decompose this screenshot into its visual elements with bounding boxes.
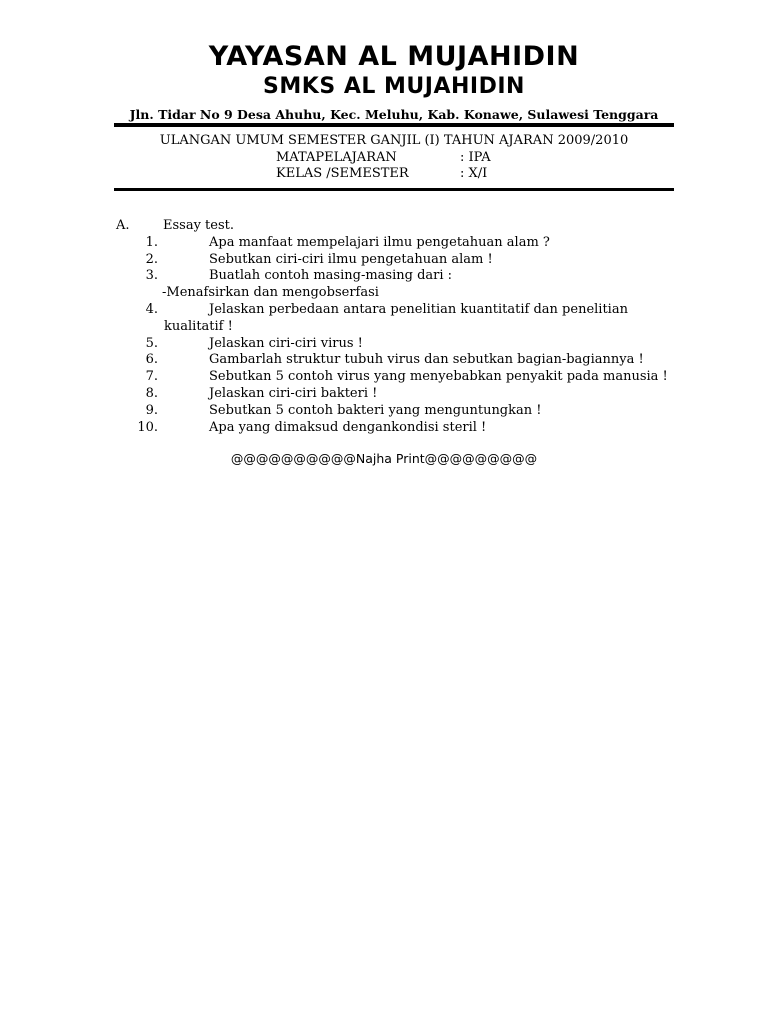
question-text: Gambarlah struktur tubuh virus dan sebutkan bagian-bagiannya ! (209, 352, 644, 368)
school-name: SMKS AL MUJAHIDIN (263, 74, 525, 99)
question-number: 4. (145, 301, 158, 317)
foundation-name: YAYASAN AL MUJAHIDIN (208, 41, 580, 72)
exam-title: ULANGAN UMUM SEMESTER GANJIL (I) TAHUN AJARAN 2009/2010 (159, 133, 629, 148)
question-text: Sebutkan 5 contoh virus yang menyebabkan penyakit pada manusia ! (209, 369, 668, 385)
question-number: 9. (145, 402, 158, 418)
question-text: Apa yang dimaksud dengankondisi steril ! (209, 419, 487, 435)
question-number: 2. (145, 251, 158, 267)
question-text: Apa manfaat mempelajari ilmu pengetahuan alam ? (209, 234, 550, 250)
subject-label: MATAPELAJARAN (276, 149, 397, 165)
question-item (0, 302, 768, 319)
class-value: : X/I (460, 166, 488, 181)
letterhead (114, 40, 674, 124)
question-text: Jelaskan perbedaan antara penelitian kuantitatif dan penelitian (209, 301, 628, 317)
question-item (0, 268, 768, 285)
question-item (0, 336, 768, 353)
question-item (0, 352, 768, 369)
section-letter: A. (116, 218, 130, 233)
question-item (0, 403, 768, 420)
question-wrap-text: kualitatif ! (164, 318, 233, 334)
school-address: Jln. Tidar No 9 Desa Ahuhu, Kec. Meluhu, Kab. Konawe, Sulawesi Tenggara (129, 107, 659, 122)
question-item (0, 252, 768, 269)
exam-info (114, 133, 674, 183)
question-item (0, 386, 768, 403)
question-text: Buatlah contoh masing-masing dari : (209, 268, 453, 284)
question-item (0, 369, 768, 386)
question-number: 6. (145, 352, 158, 368)
question-number: 8. (145, 385, 158, 401)
question-item (0, 235, 768, 252)
question-text: Jelaskan ciri-ciri virus ! (209, 335, 363, 351)
question-sub-text: -Menafsirkan dan mengobserfasi (162, 285, 379, 301)
question-item (0, 420, 768, 437)
subject-value: : IPA (460, 149, 491, 165)
header-divider-top (114, 123, 674, 127)
question-text: Sebutkan 5 contoh bakteri yang menguntungkan ! (209, 402, 542, 418)
question-number: 3. (145, 268, 158, 284)
class-row (114, 166, 674, 183)
question-number: 1. (145, 234, 158, 250)
question-number: 7. (145, 369, 158, 385)
section-heading (0, 218, 768, 235)
question-continuation (0, 319, 768, 336)
question-text: Jelaskan ciri-ciri bakteri ! (209, 385, 378, 401)
print-footer: @@@@@@@@@@Najha Print@@@@@@@@@ (230, 451, 538, 466)
question-number: 10. (137, 419, 158, 435)
question-list (0, 218, 768, 436)
question-number: 5. (145, 335, 158, 351)
question-sub-item (0, 285, 768, 302)
section-title: Essay test. (163, 218, 235, 233)
question-text: Sebutkan ciri-ciri ilmu pengetahuan alam ! (209, 251, 493, 267)
header-divider-bottom (114, 188, 674, 191)
class-label: KELAS /SEMESTER (276, 166, 409, 181)
subject-row (114, 150, 674, 167)
